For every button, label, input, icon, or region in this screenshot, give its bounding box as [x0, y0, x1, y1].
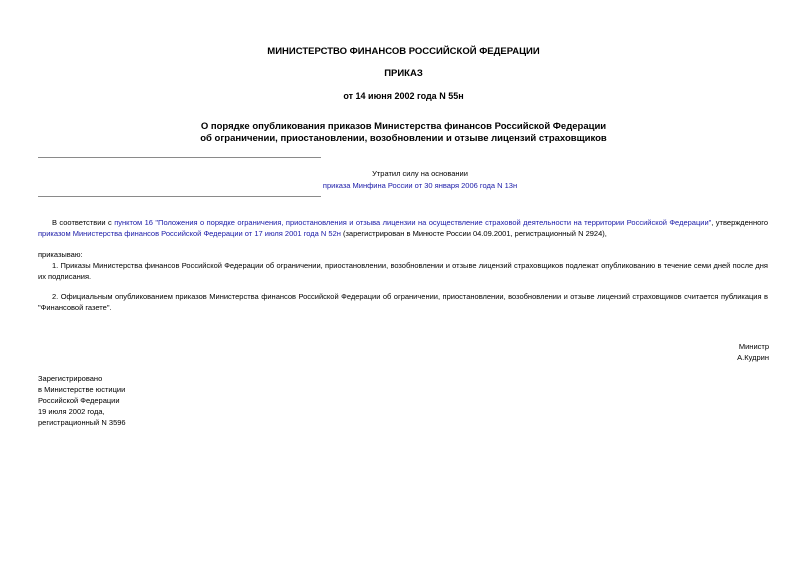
item-1-text: 1. Приказы Министерства финансов Российской Федерации об ограничении, приостановлении, возобновлении и отзыве лицензий страховщиков подлежат опубликованию в течение семи дней после дня их подписания.: [38, 261, 768, 281]
preamble-paragraph: [38, 217, 768, 239]
item-2-paragraph: [38, 291, 768, 313]
item-2-text: 2. Официальным опубликованием приказов Министерства финансов Российской Федерации об ограничении, приостановлении, возобновлении и отзыве лицензий страховщиков считается публикация в "Финансовой газете".: [38, 292, 768, 312]
ministry-heading: МИНИСТЕРСТВО ФИНАНСОВ РОССИЙСКОЙ ФЕДЕРАЦИИ: [267, 46, 540, 57]
preamble-suffix: (зарегистрирован в Минюсте России 04.09.2001, регистрационный N 2924),: [340, 229, 607, 238]
divider-top: [38, 157, 321, 158]
status-link[interactable]: приказа Минфина России от 30 января 2006 года N 13н: [322, 181, 518, 190]
status-text: Утратил силу на основании: [372, 169, 468, 178]
status-note: [290, 168, 550, 192]
document-title: [0, 121, 807, 145]
order-52n-link[interactable]: приказом Министерства финансов Российской Федерации от 17 июля 2001 года N 52н: [38, 229, 341, 238]
registration-line-3: Российской Федерации: [38, 396, 120, 405]
item-1-paragraph: [38, 260, 768, 282]
regulation-link[interactable]: пунктом 16 "Положения о порядке ограничения, приостановления и отзыва лицензии на осуществление страховой деятельности на территории Российской Федерации": [114, 218, 712, 227]
order-word: приказываю:: [38, 250, 83, 259]
divider-bottom: [38, 196, 321, 197]
signer-name: А.Кудрин: [737, 353, 769, 362]
document-date-number: от 14 июня 2002 года N 55н: [343, 91, 464, 101]
registration-line-1: Зарегистрировано: [38, 374, 103, 383]
title-line-1: О порядке опубликования приказов Министерства финансов Российской Федерации: [200, 121, 607, 132]
registration-block: [38, 373, 126, 428]
title-line-2: об ограничении, приостановлении, возобновлении и отзыве лицензий страховщиков: [200, 133, 607, 144]
registration-line-5: регистрационный N 3596: [38, 418, 126, 427]
signer-position: Министр: [738, 342, 769, 351]
registration-line-4: 19 июля 2002 года,: [38, 407, 105, 416]
signature-block: [737, 341, 769, 363]
preamble-prefix: В соответствии с: [52, 218, 115, 227]
registration-line-2: в Министерстве юстиции: [38, 385, 126, 394]
preamble-mid: , утвержденного: [711, 218, 768, 227]
document-type: ПРИКАЗ: [384, 68, 423, 79]
